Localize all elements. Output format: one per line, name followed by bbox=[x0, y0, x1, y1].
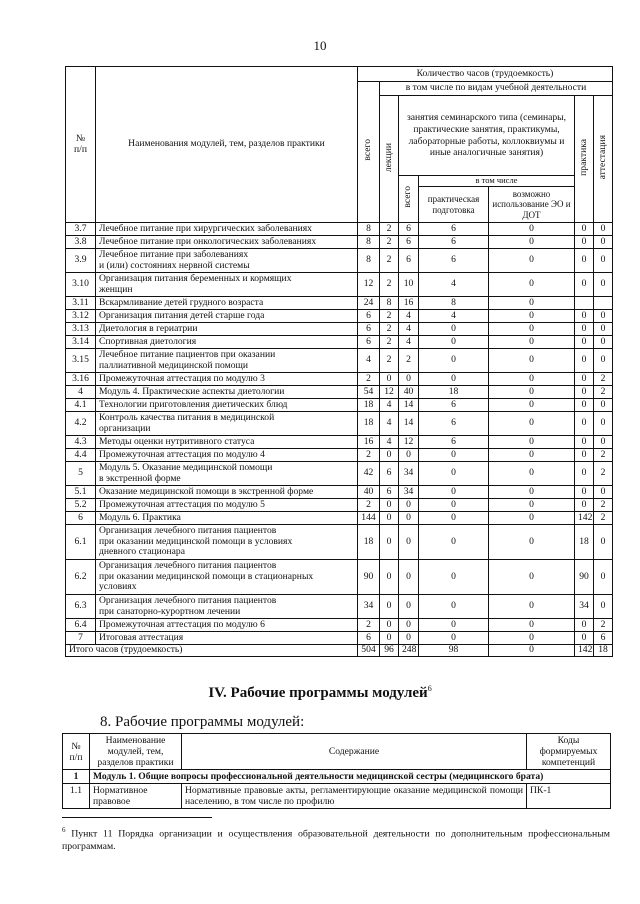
row-cell-total: 6 bbox=[358, 336, 380, 349]
totals-cell-eo: 0 bbox=[489, 645, 575, 657]
row-cell-prac: 6 bbox=[419, 399, 489, 412]
row-num: 3.10 bbox=[66, 273, 96, 297]
totals-label: Итого часов (трудоемкость) bbox=[66, 645, 358, 657]
col-header-attestation: аттестация bbox=[594, 96, 613, 223]
row-name: Организация лечебного питания пациентов при санаторно-курортном лечении bbox=[96, 595, 358, 619]
row-cell-total: 40 bbox=[358, 486, 380, 499]
row-cell-lect: 2 bbox=[380, 249, 399, 273]
row-cell-eo: 0 bbox=[489, 462, 575, 486]
table-row bbox=[66, 310, 613, 323]
row-cell-att: 2 bbox=[594, 499, 613, 512]
row-cell-sem: 4 bbox=[399, 310, 419, 323]
row-cell-total: 12 bbox=[358, 273, 380, 297]
row-num: 3.12 bbox=[66, 310, 96, 323]
row-num: 3.8 bbox=[66, 236, 96, 249]
row-cell-pr: 0 bbox=[575, 632, 594, 645]
row-name: Промежуточная аттестация по модулю 5 bbox=[96, 499, 358, 512]
row-num: 6.4 bbox=[66, 619, 96, 632]
row-cell-att: 2 bbox=[594, 619, 613, 632]
row-name: Оказание медицинской помощи в экстренной форме bbox=[96, 486, 358, 499]
row-cell-lect: 2 bbox=[380, 236, 399, 249]
row-cell-att: 0 bbox=[594, 223, 613, 236]
row-cell-lect: 6 bbox=[380, 462, 399, 486]
table-row bbox=[66, 499, 613, 512]
row-cell-eo: 0 bbox=[489, 619, 575, 632]
row-name: Модуль 4. Практические аспекты диетологии bbox=[96, 386, 358, 399]
row-cell-total: 34 bbox=[358, 595, 380, 619]
row-cell-prac: 0 bbox=[419, 619, 489, 632]
row-cell-sem: 14 bbox=[399, 412, 419, 436]
row-cell-eo: 0 bbox=[489, 386, 575, 399]
table-row bbox=[66, 486, 613, 499]
col-header-name: Наименования модулей, тем, разделов практики bbox=[96, 67, 358, 223]
table-row bbox=[66, 412, 613, 436]
table-row bbox=[66, 223, 613, 236]
wp-header-num: № п/п bbox=[63, 734, 90, 770]
table-row bbox=[66, 349, 613, 373]
row-name: Вскармливание детей грудного возраста bbox=[96, 297, 358, 310]
row-cell-att: 0 bbox=[594, 249, 613, 273]
col-header-including: в том числе bbox=[419, 176, 575, 187]
row-cell-pr: 0 bbox=[575, 619, 594, 632]
col-header-seminar: занятия семинарского типа (семинары, практические занятия, практикумы, лабораторные работы, коллоквиумы и иные аналогичные занятия) bbox=[399, 96, 575, 176]
row-num: 3.15 bbox=[66, 349, 96, 373]
wp-header-name: Наименование модулей, тем, разделов практики bbox=[90, 734, 182, 770]
row-cell-att: 6 bbox=[594, 632, 613, 645]
row-cell-sem: 12 bbox=[399, 436, 419, 449]
row-cell-pr: 0 bbox=[575, 223, 594, 236]
totals-cell-pr: 142 bbox=[575, 645, 594, 657]
table-row bbox=[66, 525, 613, 560]
row-cell-total: 144 bbox=[358, 512, 380, 525]
row-cell-total: 2 bbox=[358, 449, 380, 462]
row-cell-pr: 0 bbox=[575, 310, 594, 323]
hours-table bbox=[65, 66, 613, 657]
col-header-lectures: лекции bbox=[380, 96, 399, 223]
row-cell-pr bbox=[575, 297, 594, 310]
row-num: 6.2 bbox=[66, 560, 96, 595]
row-name: Промежуточная аттестация по модулю 6 bbox=[96, 619, 358, 632]
row-cell-sem: 0 bbox=[399, 595, 419, 619]
row-cell-eo: 0 bbox=[489, 323, 575, 336]
row-cell-lect: 4 bbox=[380, 436, 399, 449]
row-num: 6.3 bbox=[66, 595, 96, 619]
row-cell-pr: 0 bbox=[575, 323, 594, 336]
row-num: 3.13 bbox=[66, 323, 96, 336]
row-cell-pr: 0 bbox=[575, 449, 594, 462]
row-cell-total: 8 bbox=[358, 249, 380, 273]
table-row bbox=[66, 560, 613, 595]
table-row bbox=[66, 436, 613, 449]
row-cell-lect: 4 bbox=[380, 399, 399, 412]
table-row bbox=[66, 386, 613, 399]
col-header-activities: в том числе по видам учебной деятельности bbox=[380, 82, 613, 96]
row-cell-pr: 0 bbox=[575, 236, 594, 249]
row-cell-att: 0 bbox=[594, 310, 613, 323]
row-cell-att: 2 bbox=[594, 512, 613, 525]
footnote: $^6$ Пункт 11 Порядка организации и осуществления образовательной деятельности по дополнительным профессиональным программам. bbox=[62, 826, 610, 852]
row-name: Технологии приготовления диетических блюд bbox=[96, 399, 358, 412]
row-name: Лечебное питание при хирургических заболеваниях bbox=[96, 223, 358, 236]
row-cell-pr: 0 bbox=[575, 436, 594, 449]
row-name: Промежуточная аттестация по модулю 3 bbox=[96, 373, 358, 386]
row-cell-pr: 0 bbox=[575, 386, 594, 399]
row-cell-lect: 2 bbox=[380, 273, 399, 297]
row-num: 4.4 bbox=[66, 449, 96, 462]
row-cell-eo: 0 bbox=[489, 349, 575, 373]
table-row bbox=[66, 249, 613, 273]
row-num: 4.1 bbox=[66, 399, 96, 412]
footnote-separator bbox=[62, 817, 212, 818]
row-name: Организация лечебного питания пациентов при оказании медицинской помощи в условиях дневного стационара bbox=[96, 525, 358, 560]
table-row bbox=[66, 462, 613, 486]
col-header-seminar-total: всего bbox=[399, 176, 419, 223]
totals-cell-sem: 248 bbox=[399, 645, 419, 657]
row-name: Организация питания беременных и кормящих женщин bbox=[96, 273, 358, 297]
row-cell-eo: 0 bbox=[489, 223, 575, 236]
row-cell-pr: 0 bbox=[575, 373, 594, 386]
row-cell-att: 0 bbox=[594, 399, 613, 412]
row-cell-pr: 0 bbox=[575, 462, 594, 486]
row-cell-lect: 4 bbox=[380, 412, 399, 436]
row-cell-eo: 0 bbox=[489, 499, 575, 512]
row-cell-lect: 2 bbox=[380, 336, 399, 349]
row-cell-lect: 6 bbox=[380, 486, 399, 499]
row-name: Итоговая аттестация bbox=[96, 632, 358, 645]
row-name: Лечебное питание пациентов при оказании паллиативной медицинской помощи bbox=[96, 349, 358, 373]
row-cell-att: 0 bbox=[594, 412, 613, 436]
wp-header-content: Содержание bbox=[182, 734, 527, 770]
row-cell-total: 2 bbox=[358, 499, 380, 512]
row-cell-att: 2 bbox=[594, 449, 613, 462]
table-row bbox=[66, 595, 613, 619]
row-cell-att: 0 bbox=[594, 436, 613, 449]
wp-module-num: 1 bbox=[63, 770, 90, 784]
section-heading: IV. Рабочие программы модулей$^6$ bbox=[208, 684, 432, 701]
totals-cell-prac: 98 bbox=[419, 645, 489, 657]
row-cell-eo: 0 bbox=[489, 273, 575, 297]
row-cell-eo: 0 bbox=[489, 297, 575, 310]
row-num: 4 bbox=[66, 386, 96, 399]
wp-row-num: 1.1 bbox=[63, 784, 90, 809]
row-cell-total: 6 bbox=[358, 632, 380, 645]
row-cell-prac: 4 bbox=[419, 310, 489, 323]
row-cell-total: 18 bbox=[358, 525, 380, 560]
row-cell-eo: 0 bbox=[489, 560, 575, 595]
row-cell-att: 0 bbox=[594, 323, 613, 336]
row-cell-eo: 0 bbox=[489, 512, 575, 525]
row-cell-prac: 0 bbox=[419, 373, 489, 386]
row-name: Диетология в гериатрии bbox=[96, 323, 358, 336]
row-cell-sem: 4 bbox=[399, 336, 419, 349]
table-row bbox=[66, 619, 613, 632]
wp-module-title: Модуль 1. Общие вопросы профессиональной деятельности медицинской сестры (медицинского брата) bbox=[90, 770, 611, 784]
row-cell-sem: 0 bbox=[399, 373, 419, 386]
row-name: Лечебное питание при онкологических заболеваниях bbox=[96, 236, 358, 249]
col-header-hours: Количество часов (трудоемкость) bbox=[358, 67, 613, 82]
row-cell-pr: 142 bbox=[575, 512, 594, 525]
row-cell-sem: 0 bbox=[399, 619, 419, 632]
page-number: 10 bbox=[313, 38, 327, 53]
table-row bbox=[66, 373, 613, 386]
row-cell-pr: 0 bbox=[575, 249, 594, 273]
row-cell-total: 16 bbox=[358, 436, 380, 449]
row-cell-prac: 6 bbox=[419, 223, 489, 236]
row-cell-prac: 0 bbox=[419, 525, 489, 560]
row-cell-total: 2 bbox=[358, 619, 380, 632]
row-cell-sem: 16 bbox=[399, 297, 419, 310]
row-cell-sem: 40 bbox=[399, 386, 419, 399]
row-num: 6 bbox=[66, 512, 96, 525]
row-name: Организация лечебного питания пациентов при оказании медицинской помощи в стационарных условиях bbox=[96, 560, 358, 595]
row-name: Организация питания детей старше года bbox=[96, 310, 358, 323]
row-cell-att: 0 bbox=[594, 273, 613, 297]
row-cell-pr: 0 bbox=[575, 486, 594, 499]
table-row bbox=[66, 512, 613, 525]
row-name: Промежуточная аттестация по модулю 4 bbox=[96, 449, 358, 462]
row-cell-eo: 0 bbox=[489, 336, 575, 349]
row-cell-total: 6 bbox=[358, 310, 380, 323]
col-header-num: № п/п bbox=[66, 67, 96, 223]
row-cell-prac: 6 bbox=[419, 436, 489, 449]
row-num: 4.3 bbox=[66, 436, 96, 449]
table-row bbox=[66, 323, 613, 336]
row-cell-att: 0 bbox=[594, 560, 613, 595]
row-cell-total: 8 bbox=[358, 236, 380, 249]
row-name: Контроль качества питания в медицинской организации bbox=[96, 412, 358, 436]
row-cell-eo: 0 bbox=[489, 399, 575, 412]
row-cell-att: 2 bbox=[594, 373, 613, 386]
row-cell-lect: 2 bbox=[380, 349, 399, 373]
row-cell-eo: 0 bbox=[489, 486, 575, 499]
row-cell-prac: 6 bbox=[419, 249, 489, 273]
row-cell-total: 24 bbox=[358, 297, 380, 310]
row-cell-att: 2 bbox=[594, 462, 613, 486]
row-name: Лечебное питание при заболеваниях и (или) состояниях нервной системы bbox=[96, 249, 358, 273]
row-cell-total: 90 bbox=[358, 560, 380, 595]
row-cell-prac: 8 bbox=[419, 297, 489, 310]
table-row bbox=[66, 449, 613, 462]
row-num: 7 bbox=[66, 632, 96, 645]
row-cell-prac: 0 bbox=[419, 486, 489, 499]
row-num: 3.14 bbox=[66, 336, 96, 349]
row-num: 3.11 bbox=[66, 297, 96, 310]
row-cell-sem: 0 bbox=[399, 499, 419, 512]
row-cell-prac: 6 bbox=[419, 236, 489, 249]
row-cell-total: 18 bbox=[358, 412, 380, 436]
row-name: Модуль 6. Практика bbox=[96, 512, 358, 525]
row-cell-pr: 0 bbox=[575, 336, 594, 349]
row-cell-sem: 6 bbox=[399, 249, 419, 273]
row-cell-lect: 0 bbox=[380, 632, 399, 645]
totals-cell-total: 504 bbox=[358, 645, 380, 657]
row-cell-lect: 0 bbox=[380, 619, 399, 632]
table-row bbox=[66, 632, 613, 645]
row-cell-prac: 0 bbox=[419, 499, 489, 512]
row-cell-pr: 0 bbox=[575, 499, 594, 512]
row-cell-eo: 0 bbox=[489, 632, 575, 645]
row-cell-prac: 0 bbox=[419, 512, 489, 525]
row-cell-total: 2 bbox=[358, 373, 380, 386]
col-header-total: всего bbox=[358, 82, 380, 223]
row-cell-lect: 2 bbox=[380, 310, 399, 323]
row-num: 5.2 bbox=[66, 499, 96, 512]
row-cell-total: 4 bbox=[358, 349, 380, 373]
row-cell-eo: 0 bbox=[489, 449, 575, 462]
row-cell-pr: 0 bbox=[575, 412, 594, 436]
row-cell-lect: 12 bbox=[380, 386, 399, 399]
row-cell-eo: 0 bbox=[489, 310, 575, 323]
row-cell-lect: 0 bbox=[380, 449, 399, 462]
row-num: 6.1 bbox=[66, 525, 96, 560]
row-cell-sem: 10 bbox=[399, 273, 419, 297]
row-cell-pr: 0 bbox=[575, 349, 594, 373]
row-cell-lect: 0 bbox=[380, 560, 399, 595]
row-num: 3.7 bbox=[66, 223, 96, 236]
row-cell-prac: 0 bbox=[419, 349, 489, 373]
row-cell-att: 2 bbox=[594, 386, 613, 399]
row-cell-att: 0 bbox=[594, 486, 613, 499]
wp-row-content: Нормативные правовые акты, регламентирующие оказание медицинской помощи населению, в том числе по профилю bbox=[182, 784, 527, 809]
row-cell-prac: 0 bbox=[419, 560, 489, 595]
row-cell-sem: 0 bbox=[399, 449, 419, 462]
row-cell-eo: 0 bbox=[489, 373, 575, 386]
row-cell-total: 54 bbox=[358, 386, 380, 399]
subheading: 8. Рабочие программы модулей: bbox=[100, 714, 305, 730]
col-header-practical-prep: практическая подготовка bbox=[419, 187, 489, 223]
row-cell-prac: 0 bbox=[419, 632, 489, 645]
row-cell-pr: 0 bbox=[575, 399, 594, 412]
table-row bbox=[66, 236, 613, 249]
row-num: 5 bbox=[66, 462, 96, 486]
row-num: 5.1 bbox=[66, 486, 96, 499]
row-cell-prac: 0 bbox=[419, 462, 489, 486]
work-programs-table bbox=[62, 733, 611, 809]
wp-row-code: ПК-1 bbox=[527, 784, 611, 809]
row-cell-sem: 34 bbox=[399, 462, 419, 486]
col-header-eo-dot: возможно использование ЭО и ДОТ bbox=[489, 187, 575, 223]
row-cell-lect: 0 bbox=[380, 373, 399, 386]
row-cell-sem: 6 bbox=[399, 236, 419, 249]
row-cell-eo: 0 bbox=[489, 595, 575, 619]
row-cell-sem: 34 bbox=[399, 486, 419, 499]
row-num: 3.16 bbox=[66, 373, 96, 386]
row-cell-att: 0 bbox=[594, 349, 613, 373]
col-header-practice: практика bbox=[575, 96, 594, 223]
row-cell-prac: 0 bbox=[419, 323, 489, 336]
row-cell-lect: 2 bbox=[380, 323, 399, 336]
row-num: 3.9 bbox=[66, 249, 96, 273]
row-cell-att bbox=[594, 297, 613, 310]
row-num: 4.2 bbox=[66, 412, 96, 436]
row-cell-prac: 6 bbox=[419, 412, 489, 436]
row-cell-att: 0 bbox=[594, 236, 613, 249]
row-cell-att: 0 bbox=[594, 525, 613, 560]
row-cell-sem: 4 bbox=[399, 323, 419, 336]
row-cell-lect: 2 bbox=[380, 223, 399, 236]
row-cell-lect: 8 bbox=[380, 297, 399, 310]
row-cell-prac: 4 bbox=[419, 273, 489, 297]
row-cell-total: 42 bbox=[358, 462, 380, 486]
wp-row-name: Нормативное правовое bbox=[90, 784, 182, 809]
row-cell-att: 0 bbox=[594, 595, 613, 619]
row-cell-eo: 0 bbox=[489, 436, 575, 449]
row-name: Спортивная диетология bbox=[96, 336, 358, 349]
row-cell-sem: 0 bbox=[399, 512, 419, 525]
row-cell-lect: 0 bbox=[380, 512, 399, 525]
row-cell-total: 8 bbox=[358, 223, 380, 236]
row-cell-eo: 0 bbox=[489, 412, 575, 436]
table-row bbox=[66, 297, 613, 310]
wp-header-codes: Коды формируемых компетенций bbox=[527, 734, 611, 770]
table-row bbox=[66, 399, 613, 412]
row-cell-sem: 0 bbox=[399, 560, 419, 595]
row-cell-prac: 0 bbox=[419, 336, 489, 349]
row-cell-sem: 14 bbox=[399, 399, 419, 412]
row-cell-lect: 0 bbox=[380, 595, 399, 619]
table-row bbox=[66, 336, 613, 349]
row-cell-att: 0 bbox=[594, 336, 613, 349]
row-cell-total: 6 bbox=[358, 323, 380, 336]
table-row bbox=[66, 273, 613, 297]
row-cell-sem: 0 bbox=[399, 525, 419, 560]
row-cell-lect: 0 bbox=[380, 525, 399, 560]
row-cell-pr: 34 bbox=[575, 595, 594, 619]
row-cell-pr: 0 bbox=[575, 273, 594, 297]
row-cell-lect: 0 bbox=[380, 499, 399, 512]
row-cell-eo: 0 bbox=[489, 249, 575, 273]
row-cell-prac: 0 bbox=[419, 595, 489, 619]
row-cell-total: 18 bbox=[358, 399, 380, 412]
row-cell-eo: 0 bbox=[489, 525, 575, 560]
row-cell-eo: 0 bbox=[489, 236, 575, 249]
row-cell-pr: 18 bbox=[575, 525, 594, 560]
row-cell-sem: 0 bbox=[399, 632, 419, 645]
totals-cell-att: 18 bbox=[594, 645, 613, 657]
row-name: Методы оценки нутритивного статуса bbox=[96, 436, 358, 449]
row-name: Модуль 5. Оказание медицинской помощи в экстренной форме bbox=[96, 462, 358, 486]
totals-row bbox=[66, 645, 613, 657]
row-cell-pr: 90 bbox=[575, 560, 594, 595]
row-cell-prac: 18 bbox=[419, 386, 489, 399]
totals-cell-lect: 96 bbox=[380, 645, 399, 657]
row-cell-prac: 0 bbox=[419, 449, 489, 462]
row-cell-sem: 2 bbox=[399, 349, 419, 373]
row-cell-sem: 6 bbox=[399, 223, 419, 236]
